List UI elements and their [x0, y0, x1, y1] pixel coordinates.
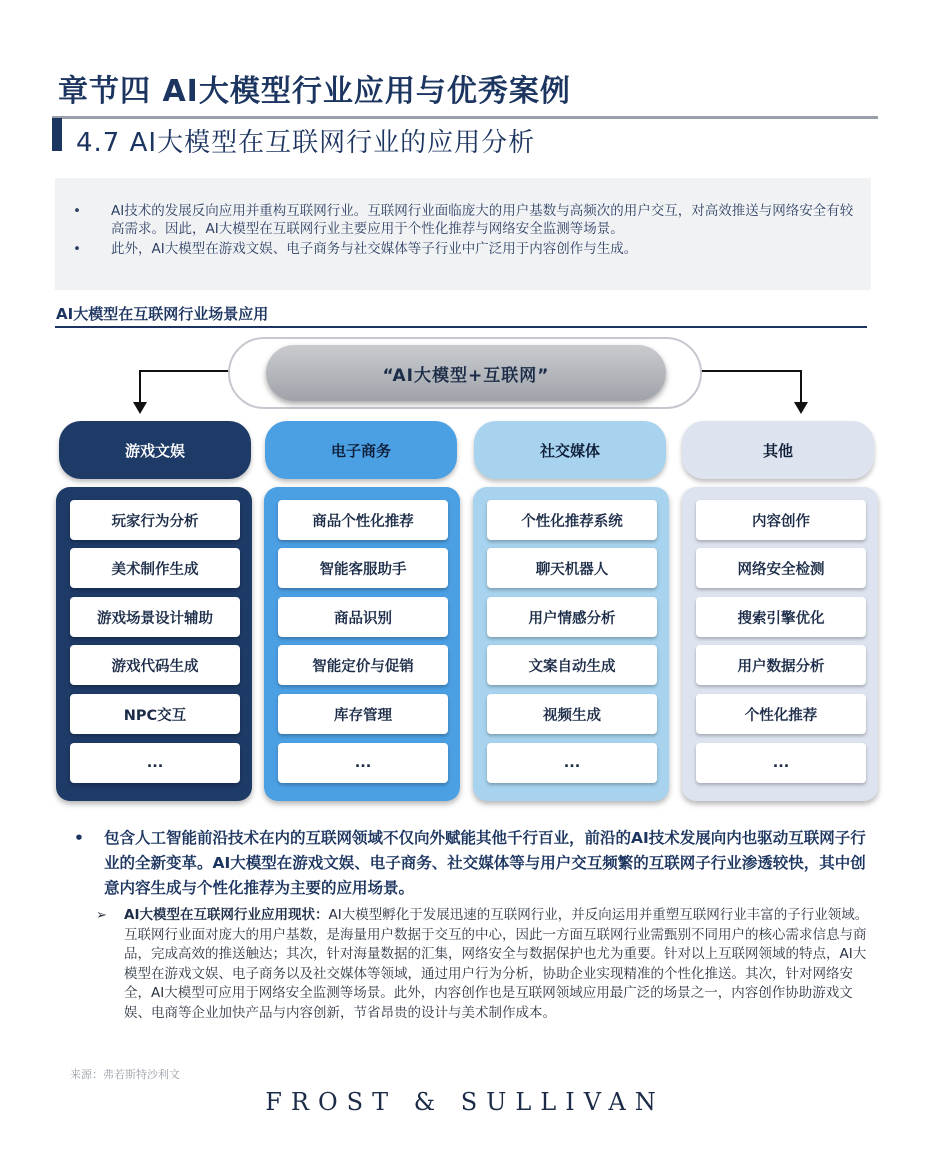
list-item: ... — [487, 743, 657, 783]
title-divider — [52, 116, 878, 119]
list-item: NPC交互 — [70, 694, 240, 734]
category-column-ecommerce — [264, 487, 460, 801]
list-item: 商品识别 — [278, 597, 448, 637]
left-arrow-head — [133, 402, 147, 414]
main-bullet-text: 包含人工智能前沿技术在内的互联网领域不仅向外赋能其他千行百业，前沿的AI技术发展向内也驱动互联网子行业的全新变革。AI大模型在游戏文娱、电子商务、社交媒体等与用户交互频繁的互联网子行业渗透较快，其中创意内容生成与个性化推荐为主要的应用场景。 — [104, 829, 866, 897]
list-item: 搜索引擎优化 — [696, 597, 866, 637]
arrow-bullet-icon: ➢ — [96, 908, 107, 923]
left-connector-down — [139, 370, 141, 404]
list-item: 游戏代码生成 — [70, 645, 240, 685]
category-head-other: 其他 — [682, 421, 874, 479]
list-item: ... — [70, 743, 240, 783]
summary-bullet: • AI技术的发展反向应用并重构互联网行业。互联网行业面临庞大的用户基数与高频次的用户交互，对高效推送与网络安全有较高需求。因此，AI大模型在互联网行业主要应用于个性化推荐与网络安全监测等场景。 — [111, 202, 855, 238]
bullet-dot-icon: • — [74, 829, 84, 847]
chapter-title: 章节四 AI大模型行业应用与优秀案例 — [58, 74, 571, 109]
list-item: 聊天机器人 — [487, 548, 657, 588]
right-connector-down — [800, 370, 802, 404]
list-item: 个性化推荐 — [696, 694, 866, 734]
list-item: 美术制作生成 — [70, 548, 240, 588]
list-item: 商品个性化推荐 — [278, 500, 448, 540]
category-column-other — [682, 487, 878, 801]
category-head-social: 社交媒体 — [474, 421, 666, 479]
frost-sullivan-logo: FROST & SULLIVAN — [265, 1088, 665, 1116]
sub-bullet-label: AI大模型在互联网行业应用现状： — [124, 907, 329, 923]
list-item: 库存管理 — [278, 694, 448, 734]
list-item: 智能定价与促销 — [278, 645, 448, 685]
right-arrow-head — [794, 402, 808, 414]
section-accent-bar — [52, 118, 62, 151]
category-head-ecommerce: 电子商务 — [265, 421, 457, 479]
category-column-social — [473, 487, 669, 801]
list-item: 网络安全检测 — [696, 548, 866, 588]
category-head-gaming: 游戏文娱 — [59, 421, 251, 479]
sub-bullet-text: AI大模型孵化于发展迅速的互联网行业，并反向运用并重塑互联网行业丰富的子行业领域。互联网行业面对庞大的用户基数，是海量用户数据于交互的中心，因此一方面互联网行业需甄别不同用户的核心需求信息与商品，完成高效的推送触达；其次，针对海量数据的汇集，网络安全与数据保护也尤为重要。针对以上互联网领域的特点，AI大模型在游戏文娱、电子商务以及社交媒体等领域，通过用户行为分析，协助企业实现精准的个性化推送。其次，针对网络安全，AI大模型可应用于网络安全监测等场景。此外，内容创作也是互联网领域应用最广泛的场景之一，内容创作协助游戏文娱、电商等企业加快产品与内容创新，节省昂贵的设计与美术制作成本。 — [124, 907, 869, 1021]
list-item: 文案自动生成 — [487, 645, 657, 685]
list-item: ... — [278, 743, 448, 783]
list-item: 视频生成 — [487, 694, 657, 734]
sub-bullet — [96, 906, 878, 1023]
category-column-gaming — [56, 487, 252, 801]
list-item: 用户数据分析 — [696, 645, 866, 685]
summary-bullet: • 此外，AI大模型在游戏文娱、电子商务与社交媒体等子行业中广泛用于内容创作与生成。 — [111, 240, 855, 258]
list-item: 个性化推荐系统 — [487, 500, 657, 540]
section-title: 4.7 AI大模型在互联网行业的应用分析 — [76, 128, 536, 158]
main-bullet — [74, 826, 874, 901]
list-item: ... — [696, 743, 866, 783]
list-item: 玩家行为分析 — [70, 500, 240, 540]
list-item: 智能客服助手 — [278, 548, 448, 588]
center-pill: “AI大模型+互联网” — [266, 345, 666, 401]
summary-box — [55, 178, 871, 290]
list-item: 游戏场景设计辅助 — [70, 597, 240, 637]
list-item: 内容创作 — [696, 500, 866, 540]
source-note: 来源：弗若斯特沙利文 — [70, 1068, 180, 1081]
diagram-title: AI大模型在互联网行业场景应用 — [56, 305, 269, 323]
diagram-title-rule — [55, 326, 867, 328]
list-item: 用户情感分析 — [487, 597, 657, 637]
